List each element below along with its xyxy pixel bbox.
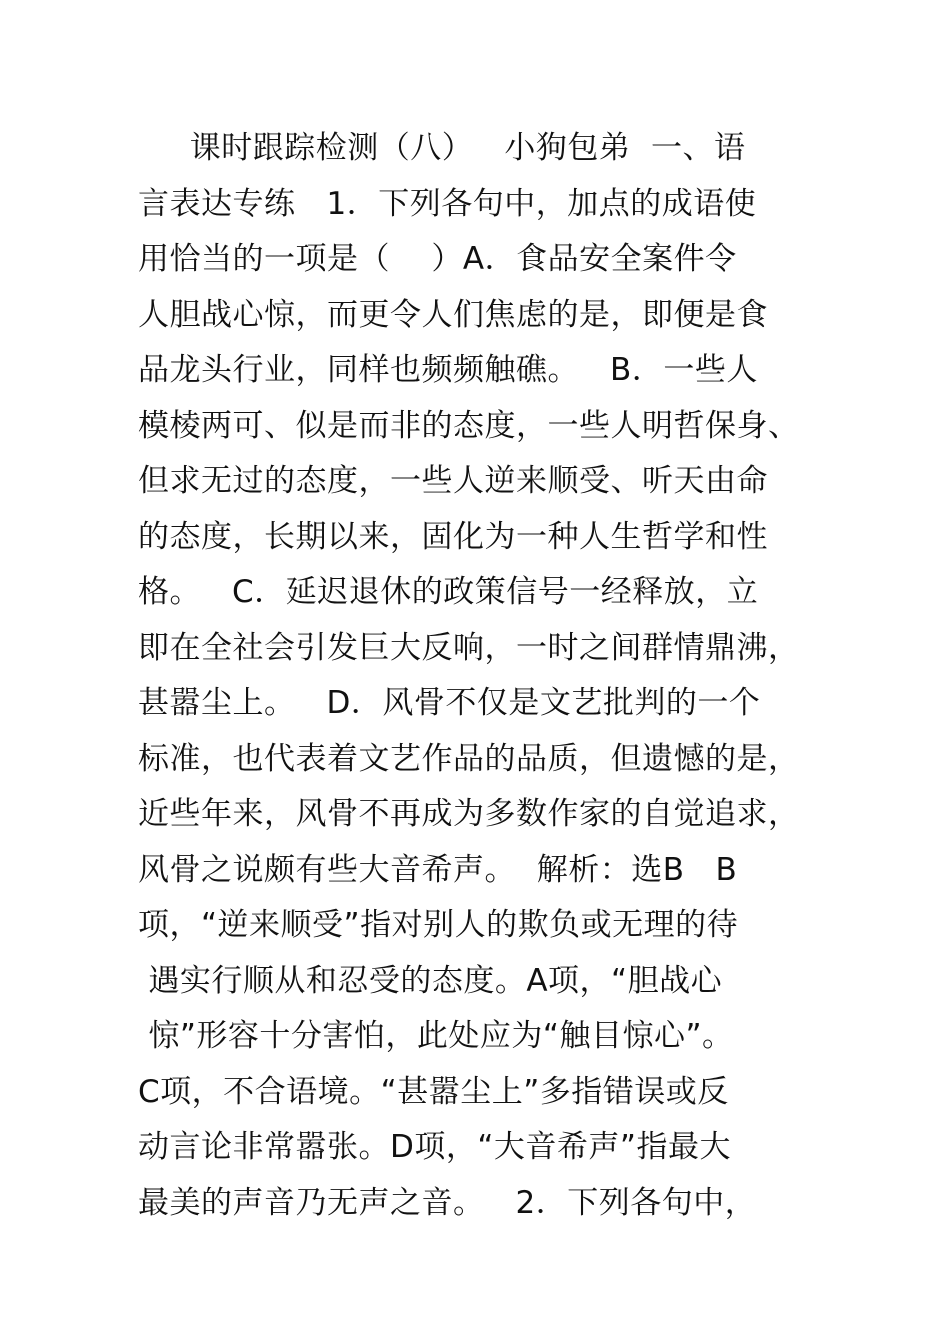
text-line: 的态度，长期以来，固化为一种人生哲学和性 bbox=[138, 519, 768, 555]
text-line: 惊”形容十分害怕，此处应为“触目惊心”。 bbox=[138, 1018, 734, 1054]
text-line: 即在全社会引发巨大反响，一时之间群情鼎沸， bbox=[138, 630, 800, 666]
text-line: 模棱两可、似是而非的态度，一些人明哲保身、 bbox=[138, 408, 800, 444]
text-line: 遇实行顺从和忍受的态度。A项，“胆战心 bbox=[138, 963, 723, 999]
text-line: 风骨之说颇有些大音希声。 解析：选B B bbox=[138, 852, 738, 888]
text-line: 品龙头行业，同样也频频触礁。 B．一些人 bbox=[138, 352, 758, 388]
text-line: 用恰当的一项是（ ）A．食品安全案件令 bbox=[138, 241, 737, 277]
text-line: 近些年来，风骨不再成为多数作家的自觉追求， bbox=[138, 796, 800, 832]
text-line: 动言论非常嚣张。D项，“大音希声”指最大 bbox=[138, 1129, 731, 1165]
text-line: 格。 C．延迟退休的政策信号一经释放，立 bbox=[138, 574, 759, 610]
text-line: 甚嚣尘上。 D．风骨不仅是文艺批判的一个 bbox=[138, 685, 761, 721]
text-line: 标准，也代表着文艺作品的品质，但遗憾的是， bbox=[138, 741, 800, 777]
text-line: 人胆战心惊，而更令人们焦虑的是，即便是食 bbox=[138, 297, 768, 333]
text-line: C项，不合语境。“甚嚣尘上”多指错误或反 bbox=[138, 1074, 729, 1110]
text-line: 言表达专练 1．下列各句中，加点的成语使 bbox=[138, 186, 757, 222]
text-line: 课时跟踪检测（八） 小狗包弟 一、语 bbox=[138, 130, 746, 166]
text-line: 最美的声音乃无声之音。 2．下列各句中， bbox=[138, 1185, 757, 1221]
text-line: 但求无过的态度，一些人逆来顺受、听天由命 bbox=[138, 463, 768, 499]
text-line: 项，“逆来顺受”指对别人的欺负或无理的待 bbox=[138, 907, 739, 943]
